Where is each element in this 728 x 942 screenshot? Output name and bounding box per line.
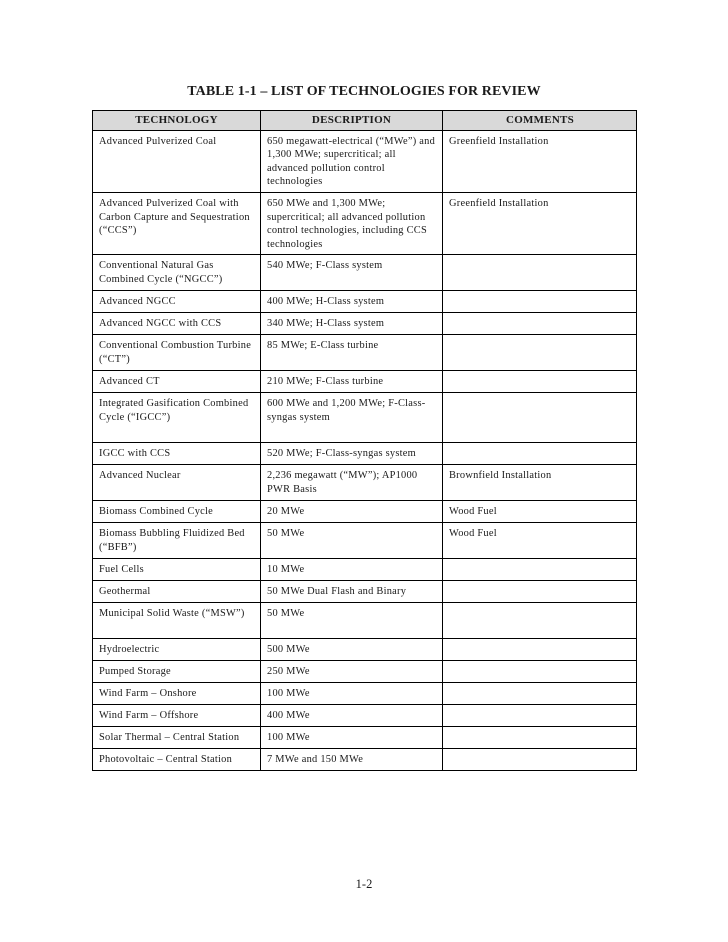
cell-description: 650 MWe and 1,300 MWe; supercritical; all advanced pollution control technologies, including CCS technologies [261, 192, 443, 254]
cell-description: 50 MWe Dual Flash and Binary [261, 581, 443, 603]
cell-technology: Advanced NGCC with CCS [93, 313, 261, 335]
cell-comments [443, 683, 637, 705]
table-row [93, 727, 637, 749]
cell-technology: Geothermal [93, 581, 261, 603]
cell-comments [443, 291, 637, 313]
cell-technology: IGCC with CCS [93, 443, 261, 465]
cell-description: 100 MWe [261, 683, 443, 705]
cell-technology: Integrated Gasification Combined Cycle (“IGCC”) [93, 393, 261, 443]
cell-description: 2,236 megawatt (“MW”); AP1000 PWR Basis [261, 465, 443, 501]
cell-technology: Biomass Bubbling Fluidized Bed (“BFB”) [93, 523, 261, 559]
cell-comments [443, 661, 637, 683]
cell-description: 400 MWe; H-Class system [261, 291, 443, 313]
column-header-description: DESCRIPTION [261, 111, 443, 131]
cell-description: 400 MWe [261, 705, 443, 727]
cell-technology: Fuel Cells [93, 559, 261, 581]
cell-description: 50 MWe [261, 603, 443, 639]
cell-technology: Advanced Nuclear [93, 465, 261, 501]
cell-technology: Municipal Solid Waste (“MSW”) [93, 603, 261, 639]
table-row [93, 749, 637, 771]
cell-comments: Brownfield Installation [443, 465, 637, 501]
cell-description: 340 MWe; H-Class system [261, 313, 443, 335]
cell-comments [443, 639, 637, 661]
column-header-technology: TECHNOLOGY [93, 111, 261, 131]
table-row [93, 335, 637, 371]
cell-technology: Conventional Natural Gas Combined Cycle (“NGCC”) [93, 255, 261, 291]
table-row [93, 705, 637, 727]
table-row [93, 501, 637, 523]
cell-comments [443, 705, 637, 727]
cell-comments [443, 371, 637, 393]
cell-technology: Wind Farm – Onshore [93, 683, 261, 705]
cell-technology: Advanced NGCC [93, 291, 261, 313]
cell-description: 100 MWe [261, 727, 443, 749]
cell-comments: Wood Fuel [443, 501, 637, 523]
cell-technology: Advanced Pulverized Coal [93, 130, 261, 192]
cell-technology: Advanced CT [93, 371, 261, 393]
cell-technology: Hydroelectric [93, 639, 261, 661]
cell-comments: Wood Fuel [443, 523, 637, 559]
table-row [93, 581, 637, 603]
cell-description: 210 MWe; F-Class turbine [261, 371, 443, 393]
table-row [93, 371, 637, 393]
cell-comments [443, 581, 637, 603]
column-header-comments: COMMENTS [443, 111, 637, 131]
cell-comments: Greenfield Installation [443, 130, 637, 192]
cell-description: 540 MWe; F-Class system [261, 255, 443, 291]
table-row [93, 313, 637, 335]
table-row [93, 393, 637, 443]
cell-description: 20 MWe [261, 501, 443, 523]
cell-description: 250 MWe [261, 661, 443, 683]
cell-description: 600 MWe and 1,200 MWe; F-Class-syngas system [261, 393, 443, 443]
cell-description: 650 megawatt-electrical (“MWe”) and 1,300 MWe; supercritical; all advanced pollution control technologies [261, 130, 443, 192]
page-number: 1-2 [355, 877, 373, 891]
cell-technology: Pumped Storage [93, 661, 261, 683]
table-row [93, 192, 637, 254]
cell-comments [443, 727, 637, 749]
cell-description: 50 MWe [261, 523, 443, 559]
technologies-table [92, 110, 637, 771]
cell-comments [443, 603, 637, 639]
cell-description: 520 MWe; F-Class-syngas system [261, 443, 443, 465]
cell-technology: Photovoltaic – Central Station [93, 749, 261, 771]
table-header-row [93, 111, 637, 131]
cell-comments [443, 313, 637, 335]
table-row [93, 130, 637, 192]
cell-technology: Wind Farm – Offshore [93, 705, 261, 727]
table-row [93, 661, 637, 683]
table-row [93, 639, 637, 661]
cell-comments [443, 335, 637, 371]
table-row [93, 603, 637, 639]
cell-comments [443, 255, 637, 291]
table-row [93, 443, 637, 465]
cell-technology: Conventional Combustion Turbine (“CT”) [93, 335, 261, 371]
cell-technology: Solar Thermal – Central Station [93, 727, 261, 749]
cell-technology: Advanced Pulverized Coal with Carbon Capture and Sequestration (“CCS”) [93, 192, 261, 254]
table-row [93, 255, 637, 291]
cell-description: 85 MWe; E-Class turbine [261, 335, 443, 371]
cell-description: 500 MWe [261, 639, 443, 661]
table-row [93, 683, 637, 705]
table-row [93, 465, 637, 501]
table-body [93, 130, 637, 771]
cell-comments [443, 749, 637, 771]
cell-comments [443, 393, 637, 443]
cell-technology: Biomass Combined Cycle [93, 501, 261, 523]
cell-comments [443, 559, 637, 581]
cell-description: 7 MWe and 150 MWe [261, 749, 443, 771]
cell-comments [443, 443, 637, 465]
table-row [93, 291, 637, 313]
table-title: TABLE 1-1 – LIST OF TECHNOLOGIES FOR REVIEW [187, 84, 541, 99]
cell-comments: Greenfield Installation [443, 192, 637, 254]
cell-description: 10 MWe [261, 559, 443, 581]
table-row [93, 523, 637, 559]
table-row [93, 559, 637, 581]
